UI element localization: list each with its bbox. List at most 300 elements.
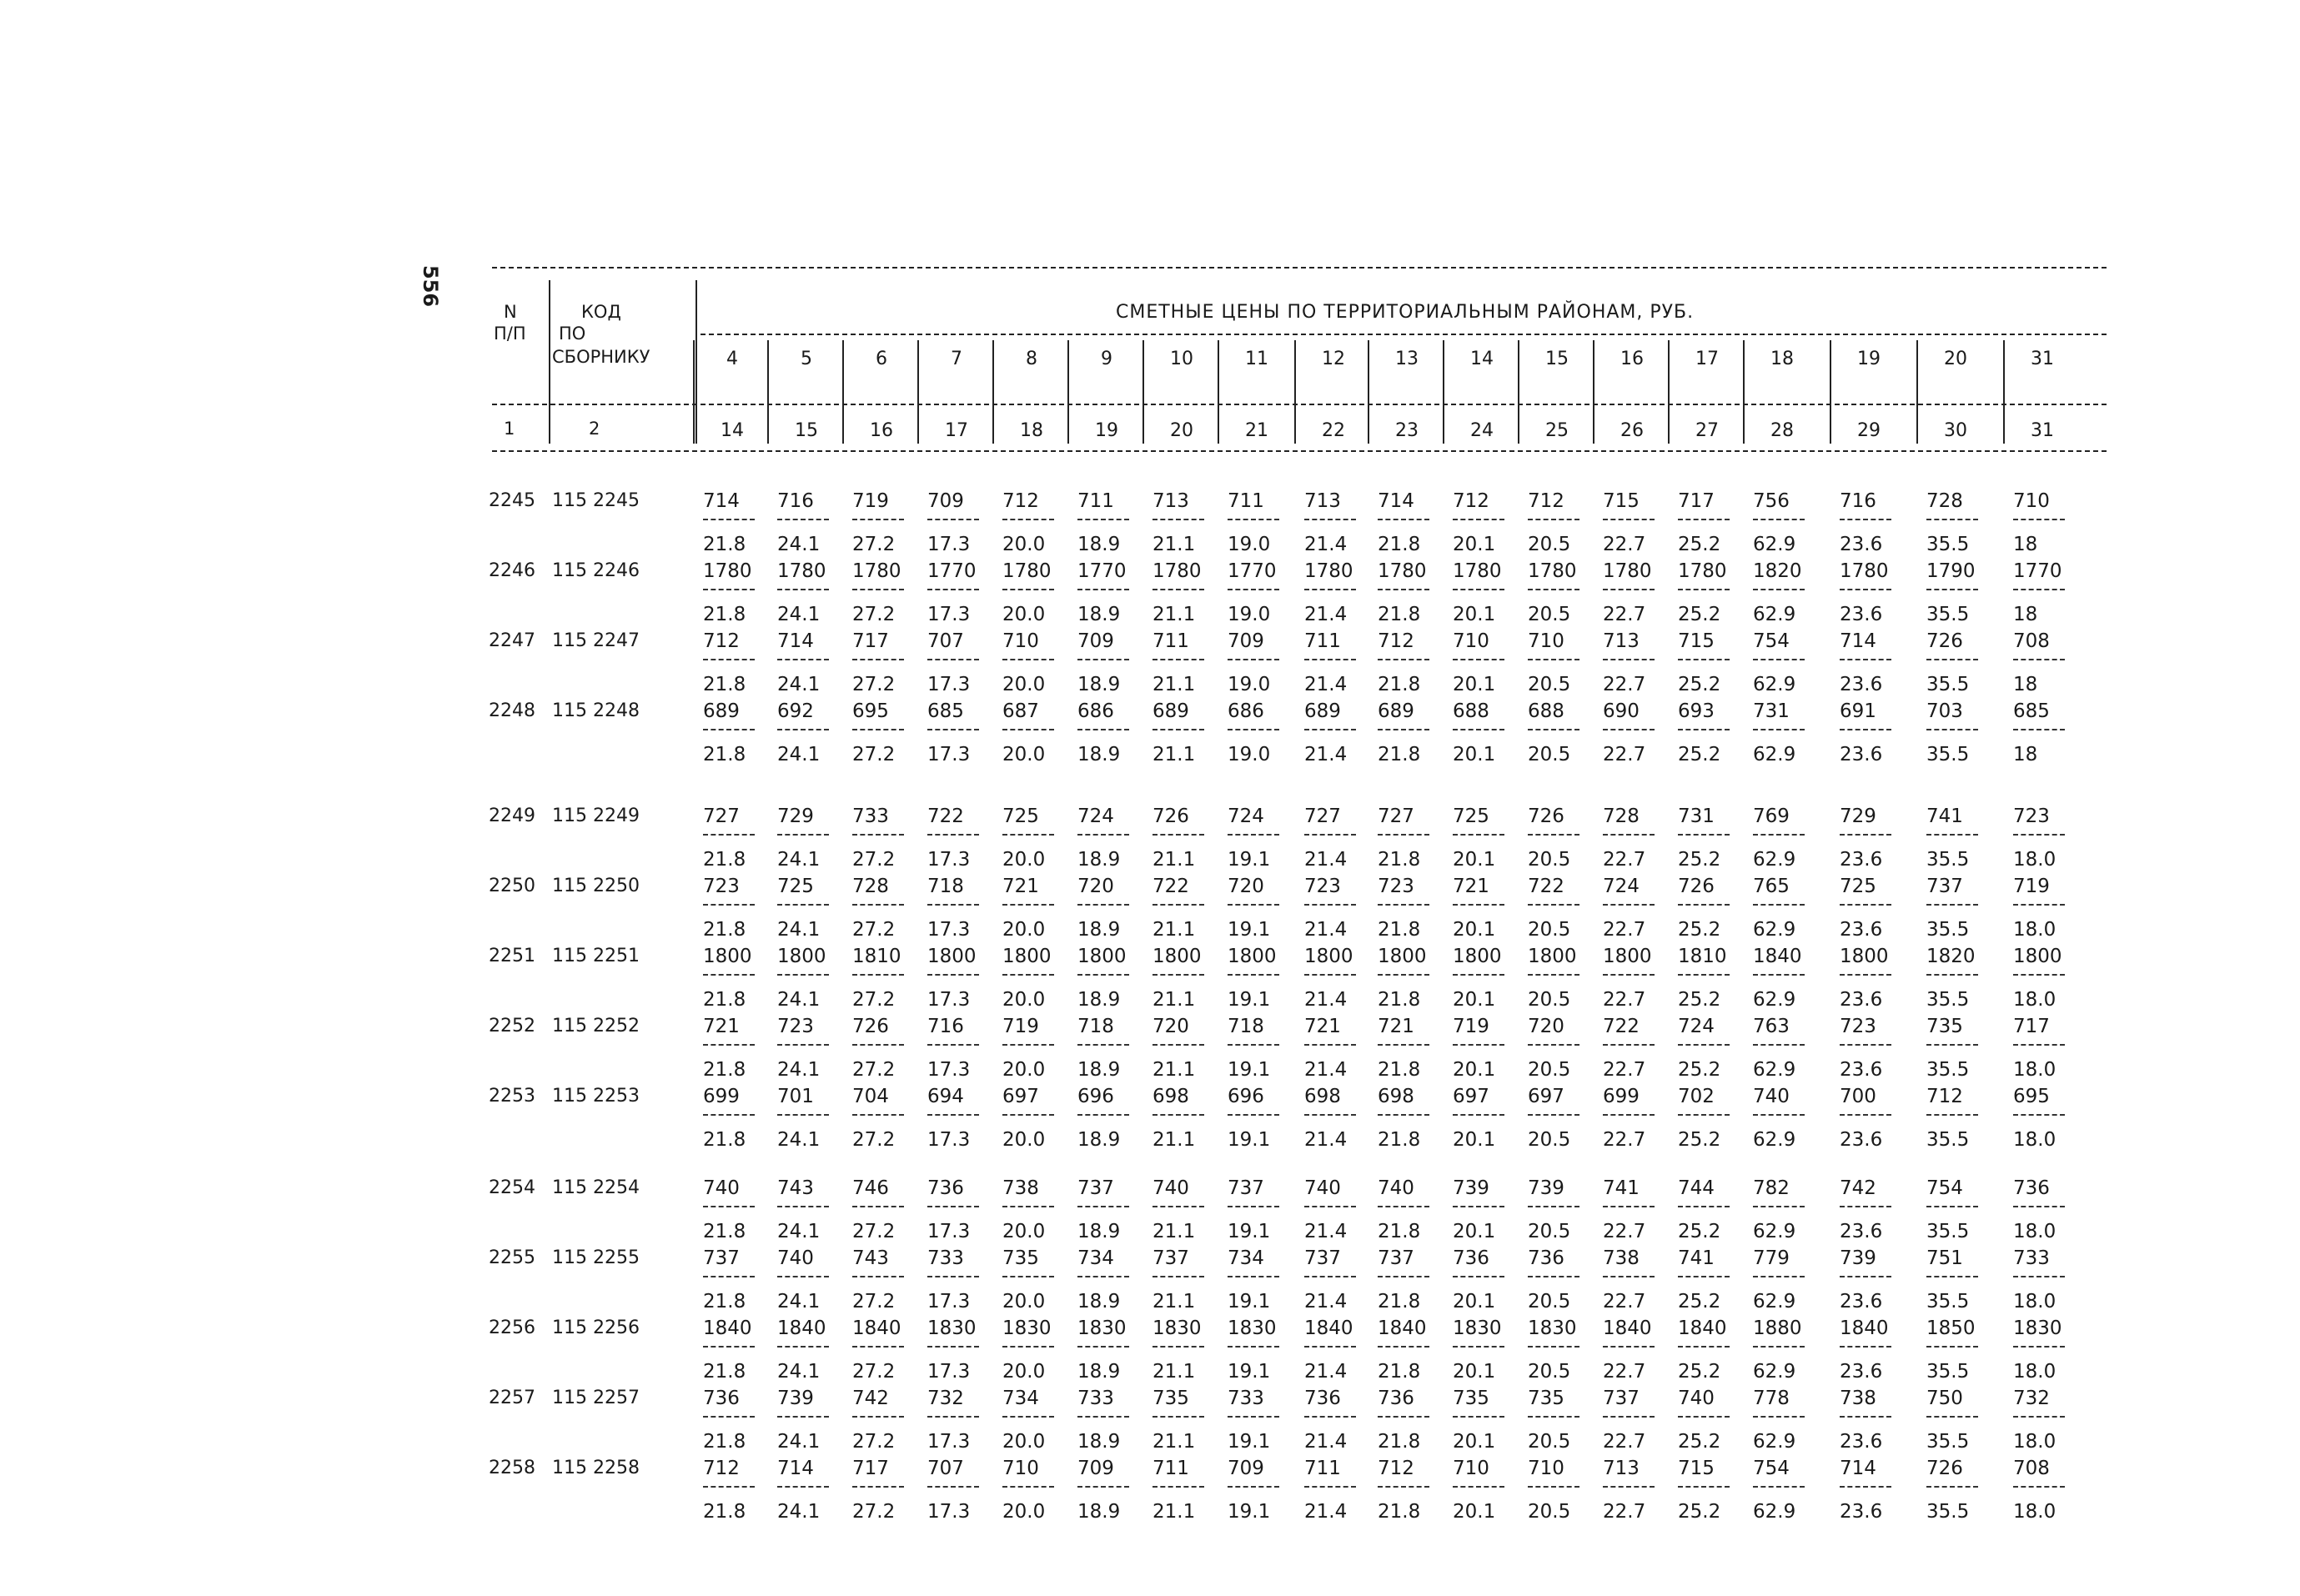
region-header-12: 12 (1322, 349, 1345, 369)
index-cell: 20.0 (1002, 1361, 1046, 1383)
price-cell: 689 (1304, 700, 1341, 722)
price-cell: 728 (1926, 490, 1963, 512)
index-cell: 18.0 (2013, 919, 2056, 941)
index-cell: 21.1 (1153, 849, 1196, 871)
row-number: 2253 (489, 1086, 535, 1107)
price-cell: 754 (1926, 1177, 1963, 1199)
price-cell: 735 (1153, 1388, 1189, 1409)
header-index-kod: 2 (589, 419, 600, 439)
fraction-rule (2013, 1206, 2065, 1207)
fraction-rule (927, 1276, 979, 1277)
index-cell: 19.1 (1228, 989, 1271, 1011)
fraction-rule (1077, 1416, 1129, 1418)
price-cell: 1840 (777, 1317, 826, 1339)
fraction-rule (703, 1114, 755, 1116)
index-cell: 19.1 (1228, 1501, 1271, 1523)
index-cell: 20.5 (1528, 744, 1571, 765)
price-cell: 1780 (1002, 560, 1052, 582)
price-cell: 1800 (2013, 946, 2062, 967)
index-cell: 22.7 (1603, 1221, 1646, 1242)
price-cell: 732 (2013, 1388, 2050, 1409)
fraction-rule (1453, 589, 1504, 590)
fraction-rule (852, 589, 904, 590)
price-cell: 710 (1002, 630, 1039, 652)
index-cell: 23.6 (1840, 1361, 1883, 1383)
index-cell: 62.9 (1753, 1501, 1796, 1523)
region-header-9: 9 (1101, 349, 1112, 369)
index-cell: 20.1 (1453, 1291, 1496, 1312)
price-cell: 711 (1304, 1458, 1341, 1479)
fraction-rule (1453, 1416, 1504, 1418)
index-cell: 62.9 (1753, 1059, 1796, 1081)
index-cell: 27.2 (852, 1291, 896, 1312)
fraction-rule (703, 1276, 755, 1277)
price-cell: 725 (1840, 876, 1876, 897)
price-cell: 733 (927, 1247, 964, 1269)
price-cell: 724 (1678, 1016, 1715, 1037)
index-cell: 21.4 (1304, 1129, 1348, 1151)
index-cell: 21.8 (1378, 534, 1421, 555)
index-cell: 24.1 (777, 1129, 821, 1151)
index-cell: 22.7 (1603, 744, 1646, 765)
price-cell: 725 (1453, 806, 1489, 827)
index-cell: 20.5 (1528, 674, 1571, 695)
region-index-26: 26 (1620, 420, 1644, 441)
fraction-rule (1077, 1206, 1129, 1207)
price-cell: 719 (1002, 1016, 1039, 1037)
index-cell: 17.3 (927, 989, 971, 1011)
price-cell: 736 (1528, 1247, 1564, 1269)
price-cell: 1830 (927, 1317, 977, 1339)
fraction-rule (927, 1416, 979, 1418)
fraction-rule (1678, 589, 1730, 590)
price-cell: 714 (703, 490, 740, 512)
price-cell: 782 (1753, 1177, 1790, 1199)
fraction-rule (1378, 1346, 1429, 1348)
region-header-5: 5 (801, 349, 812, 369)
fraction-rule (1678, 1346, 1730, 1348)
price-cell: 716 (1840, 490, 1876, 512)
fraction-rule (1603, 729, 1655, 730)
index-cell: 18.9 (1077, 989, 1121, 1011)
price-cell: 721 (1304, 1016, 1341, 1037)
index-cell: 25.2 (1678, 1221, 1721, 1242)
fraction-rule (1002, 1206, 1054, 1207)
region-header-8: 8 (1026, 349, 1037, 369)
index-cell: 18.9 (1077, 604, 1121, 625)
price-cell: 728 (1603, 806, 1640, 827)
row-number: 2250 (489, 876, 535, 896)
price-cell: 726 (1926, 630, 1963, 652)
fraction-rule (1453, 1206, 1504, 1207)
fraction-rule (703, 1486, 755, 1488)
index-cell: 17.3 (927, 849, 971, 871)
index-cell: 24.1 (777, 744, 821, 765)
price-cell: 736 (1304, 1388, 1341, 1409)
col-divider-n (549, 280, 550, 444)
price-cell: 754 (1753, 1458, 1790, 1479)
fraction-rule (927, 659, 979, 660)
fraction-rule (1378, 834, 1429, 836)
price-cell: 729 (1840, 806, 1876, 827)
index-cell: 62.9 (1753, 1221, 1796, 1242)
price-cell: 1840 (1378, 1317, 1427, 1339)
fraction-rule (1926, 659, 1978, 660)
index-cell: 18.0 (2013, 1221, 2056, 1242)
price-cell: 697 (1528, 1086, 1564, 1107)
index-cell: 62.9 (1753, 1291, 1796, 1312)
index-cell: 23.6 (1840, 1059, 1883, 1081)
index-cell: 21.1 (1153, 1221, 1196, 1242)
row-code: 115 2250 (552, 876, 640, 896)
index-cell: 20.0 (1002, 744, 1046, 765)
index-cell: 62.9 (1753, 604, 1796, 625)
index-cell: 24.1 (777, 1221, 821, 1242)
row-code: 115 2253 (552, 1086, 640, 1107)
price-cell: 723 (1840, 1016, 1876, 1037)
fraction-rule (1840, 729, 1891, 730)
index-cell: 20.5 (1528, 1501, 1571, 1523)
price-cell: 708 (2013, 630, 2050, 652)
index-cell: 20.5 (1528, 1059, 1571, 1081)
price-cell: 724 (1228, 806, 1264, 827)
fraction-rule (1528, 1044, 1579, 1046)
price-cell: 751 (1926, 1247, 1963, 1269)
index-cell: 25.2 (1678, 744, 1721, 765)
price-cell: 1830 (1228, 1317, 1277, 1339)
index-cell: 20.5 (1528, 1129, 1571, 1151)
index-cell: 23.6 (1840, 1129, 1883, 1151)
price-cell: 716 (927, 1016, 964, 1037)
fraction-rule (927, 1044, 979, 1046)
price-cell: 693 (1678, 700, 1715, 722)
price-cell: 1840 (1753, 946, 1802, 967)
row-number: 2245 (489, 490, 535, 511)
fraction-rule (1304, 1044, 1356, 1046)
fraction-rule (1153, 1276, 1204, 1277)
region-header-13: 13 (1395, 349, 1419, 369)
price-cell: 703 (1926, 700, 1963, 722)
index-cell: 17.3 (927, 1431, 971, 1453)
fraction-rule (1528, 1206, 1579, 1207)
index-cell: 20.1 (1453, 1221, 1496, 1242)
index-cell: 17.3 (927, 1501, 971, 1523)
fraction-rule (1153, 519, 1204, 520)
fraction-rule (1228, 659, 1279, 660)
fraction-rule (1453, 659, 1504, 660)
fraction-rule (1926, 834, 1978, 836)
fraction-rule (1603, 974, 1655, 976)
index-cell: 21.1 (1153, 1291, 1196, 1312)
price-cell: 719 (852, 490, 889, 512)
index-cell: 18.9 (1077, 1129, 1121, 1151)
index-cell: 23.6 (1840, 849, 1883, 871)
fraction-rule (852, 904, 904, 906)
fraction-rule (1753, 1206, 1805, 1207)
index-cell: 20.5 (1528, 849, 1571, 871)
index-cell: 18.9 (1077, 744, 1121, 765)
fraction-rule (927, 519, 979, 520)
region-divider (1916, 340, 1918, 444)
price-cell: 697 (1002, 1086, 1039, 1107)
fraction-rule (1077, 1346, 1129, 1348)
index-cell: 27.2 (852, 1221, 896, 1242)
price-cell: 717 (852, 1458, 889, 1479)
title-rule (701, 334, 2107, 335)
price-cell: 735 (1528, 1388, 1564, 1409)
price-cell: 696 (1228, 1086, 1264, 1107)
price-cell: 699 (703, 1086, 740, 1107)
region-divider (1593, 340, 1594, 444)
fraction-rule (852, 729, 904, 730)
index-cell: 27.2 (852, 989, 896, 1011)
price-cell: 692 (777, 700, 814, 722)
region-divider (842, 340, 844, 444)
index-cell: 21.8 (1378, 989, 1421, 1011)
fraction-rule (777, 1114, 829, 1116)
price-cell: 731 (1678, 806, 1715, 827)
fraction-rule (852, 1486, 904, 1488)
price-cell: 736 (703, 1388, 740, 1409)
region-index-21: 21 (1245, 420, 1268, 441)
index-cell: 21.8 (703, 1129, 746, 1151)
price-cell: 1800 (703, 946, 752, 967)
price-cell: 733 (1077, 1388, 1114, 1409)
price-cell: 740 (1678, 1388, 1715, 1409)
index-cell: 21.4 (1304, 989, 1348, 1011)
price-cell: 717 (2013, 1016, 2050, 1037)
fraction-rule (2013, 834, 2065, 836)
fraction-rule (1753, 1114, 1805, 1116)
index-cell: 20.1 (1453, 919, 1496, 941)
price-cell: 1800 (927, 946, 977, 967)
region-divider (917, 340, 919, 444)
fraction-rule (703, 729, 755, 730)
index-cell: 20.1 (1453, 744, 1496, 765)
fraction-rule (1678, 1416, 1730, 1418)
price-cell: 727 (1304, 806, 1341, 827)
price-cell: 698 (1378, 1086, 1414, 1107)
fraction-rule (1603, 834, 1655, 836)
index-cell: 20.5 (1528, 1221, 1571, 1242)
fraction-rule (1926, 1206, 1978, 1207)
fraction-rule (1228, 1486, 1279, 1488)
index-cell: 24.1 (777, 919, 821, 941)
index-cell: 19.1 (1228, 1129, 1271, 1151)
price-cell: 739 (1840, 1247, 1876, 1269)
price-cell: 711 (1153, 630, 1189, 652)
region-divider (992, 340, 994, 444)
price-cell: 718 (927, 876, 964, 897)
index-cell: 18.9 (1077, 1361, 1121, 1383)
index-cell: 23.6 (1840, 1431, 1883, 1453)
fraction-rule (1453, 1486, 1504, 1488)
price-cell: 715 (1678, 630, 1715, 652)
index-cell: 21.8 (703, 919, 746, 941)
index-cell: 35.5 (1926, 919, 1970, 941)
index-cell: 24.1 (777, 1361, 821, 1383)
index-cell: 19.1 (1228, 1361, 1271, 1383)
fraction-rule (1153, 589, 1204, 590)
price-cell: 711 (1077, 490, 1114, 512)
index-cell: 25.2 (1678, 1361, 1721, 1383)
fraction-rule (1528, 659, 1579, 660)
index-cell: 24.1 (777, 1501, 821, 1523)
price-cell: 1820 (1926, 946, 1976, 967)
price-cell: 722 (1153, 876, 1189, 897)
price-cell: 765 (1753, 876, 1790, 897)
price-cell: 698 (1153, 1086, 1189, 1107)
fraction-rule (1378, 1276, 1429, 1277)
row-code: 115 2258 (552, 1458, 640, 1478)
fraction-rule (1228, 1346, 1279, 1348)
index-cell: 18.0 (2013, 1059, 2056, 1081)
index-cell: 21.4 (1304, 604, 1348, 625)
price-cell: 737 (1228, 1177, 1264, 1199)
index-cell: 27.2 (852, 1361, 896, 1383)
fraction-rule (777, 1486, 829, 1488)
header-index-n: 1 (504, 419, 515, 439)
index-cell: 62.9 (1753, 849, 1796, 871)
price-cell: 689 (1378, 700, 1414, 722)
index-cell: 35.5 (1926, 1431, 1970, 1453)
price-cell: 717 (1678, 490, 1715, 512)
index-cell: 21.1 (1153, 1059, 1196, 1081)
price-cell: 689 (1153, 700, 1189, 722)
region-divider (2003, 340, 2005, 444)
index-cell: 20.5 (1528, 1361, 1571, 1383)
price-cell: 723 (703, 876, 740, 897)
row-number: 2246 (489, 560, 535, 581)
index-cell: 25.2 (1678, 919, 1721, 941)
header-pp: П/П (494, 324, 526, 344)
index-cell: 18.9 (1077, 1221, 1121, 1242)
row-number: 2252 (489, 1016, 535, 1036)
index-cell: 20.1 (1453, 604, 1496, 625)
fraction-rule (1678, 1206, 1730, 1207)
price-cell: 712 (703, 630, 740, 652)
fraction-rule (1840, 519, 1891, 520)
price-cell: 735 (1453, 1388, 1489, 1409)
index-cell: 21.4 (1304, 744, 1348, 765)
fraction-rule (703, 1044, 755, 1046)
region-divider (1368, 340, 1369, 444)
fraction-rule (2013, 1114, 2065, 1116)
fraction-rule (1840, 904, 1891, 906)
index-cell: 18.0 (2013, 849, 2056, 871)
fraction-rule (1153, 1486, 1204, 1488)
region-index-27: 27 (1695, 420, 1719, 441)
index-cell: 21.8 (1378, 674, 1421, 695)
index-cell: 18.0 (2013, 1431, 2056, 1453)
fraction-rule (1153, 1416, 1204, 1418)
fraction-rule (1926, 974, 1978, 976)
fraction-rule (1304, 519, 1356, 520)
price-cell: 1780 (777, 560, 826, 582)
fraction-rule (1153, 1346, 1204, 1348)
fraction-rule (1002, 1346, 1054, 1348)
price-cell: 1800 (1378, 946, 1427, 967)
price-cell: 720 (1528, 1016, 1564, 1037)
fraction-rule (1378, 1486, 1429, 1488)
index-cell: 24.1 (777, 534, 821, 555)
price-cell: 733 (852, 806, 889, 827)
index-cell: 20.0 (1002, 1431, 1046, 1453)
price-cell: 688 (1528, 700, 1564, 722)
price-cell: 689 (703, 700, 740, 722)
price-cell: 719 (2013, 876, 2050, 897)
index-cell: 17.3 (927, 1361, 971, 1383)
index-cell: 62.9 (1753, 989, 1796, 1011)
price-cell: 1800 (1528, 946, 1577, 967)
fraction-rule (703, 589, 755, 590)
price-cell: 725 (777, 876, 814, 897)
price-cell: 1840 (703, 1317, 752, 1339)
index-cell: 22.7 (1603, 919, 1646, 941)
index-cell: 17.3 (927, 1221, 971, 1242)
index-cell: 17.3 (927, 744, 971, 765)
index-cell: 25.2 (1678, 1431, 1721, 1453)
row-code: 115 2256 (552, 1317, 640, 1338)
fraction-rule (1077, 729, 1129, 730)
fraction-rule (1678, 834, 1730, 836)
fraction-rule (1840, 1206, 1891, 1207)
price-cell: 712 (703, 1458, 740, 1479)
fraction-rule (1528, 1346, 1579, 1348)
fraction-rule (1378, 659, 1429, 660)
price-cell: 685 (927, 700, 964, 722)
fraction-rule (1304, 904, 1356, 906)
region-index-19: 19 (1095, 420, 1118, 441)
index-cell: 24.1 (777, 1059, 821, 1081)
index-cell: 27.2 (852, 534, 896, 555)
price-cell: 1770 (1077, 560, 1127, 582)
fraction-rule (1603, 1044, 1655, 1046)
fraction-rule (1228, 519, 1279, 520)
fraction-rule (1002, 904, 1054, 906)
price-cell: 726 (1153, 806, 1189, 827)
fraction-rule (1304, 834, 1356, 836)
index-cell: 27.2 (852, 919, 896, 941)
price-cell: 1800 (777, 946, 826, 967)
fraction-rule (1678, 729, 1730, 730)
fraction-rule (1753, 1276, 1805, 1277)
fraction-rule (1002, 729, 1054, 730)
price-cell: 1770 (1228, 560, 1277, 582)
row-number: 2249 (489, 806, 535, 826)
price-cell: 739 (777, 1388, 814, 1409)
fraction-rule (1753, 1416, 1805, 1418)
index-cell: 21.4 (1304, 1501, 1348, 1523)
region-header-17: 17 (1695, 349, 1719, 369)
index-cell: 21.1 (1153, 1431, 1196, 1453)
fraction-rule (1304, 974, 1356, 976)
fraction-rule (1528, 729, 1579, 730)
index-cell: 35.5 (1926, 534, 1970, 555)
index-cell: 17.3 (927, 1129, 971, 1151)
region-header-4: 4 (726, 349, 738, 369)
fraction-rule (703, 904, 755, 906)
fraction-rule (1840, 659, 1891, 660)
fraction-rule (1528, 904, 1579, 906)
fraction-rule (1840, 1044, 1891, 1046)
fraction-rule (777, 659, 829, 660)
fraction-rule (1228, 974, 1279, 976)
price-cell: 722 (927, 806, 964, 827)
fraction-rule (777, 1044, 829, 1046)
region-header-6: 6 (876, 349, 887, 369)
price-cell: 714 (1840, 1458, 1876, 1479)
